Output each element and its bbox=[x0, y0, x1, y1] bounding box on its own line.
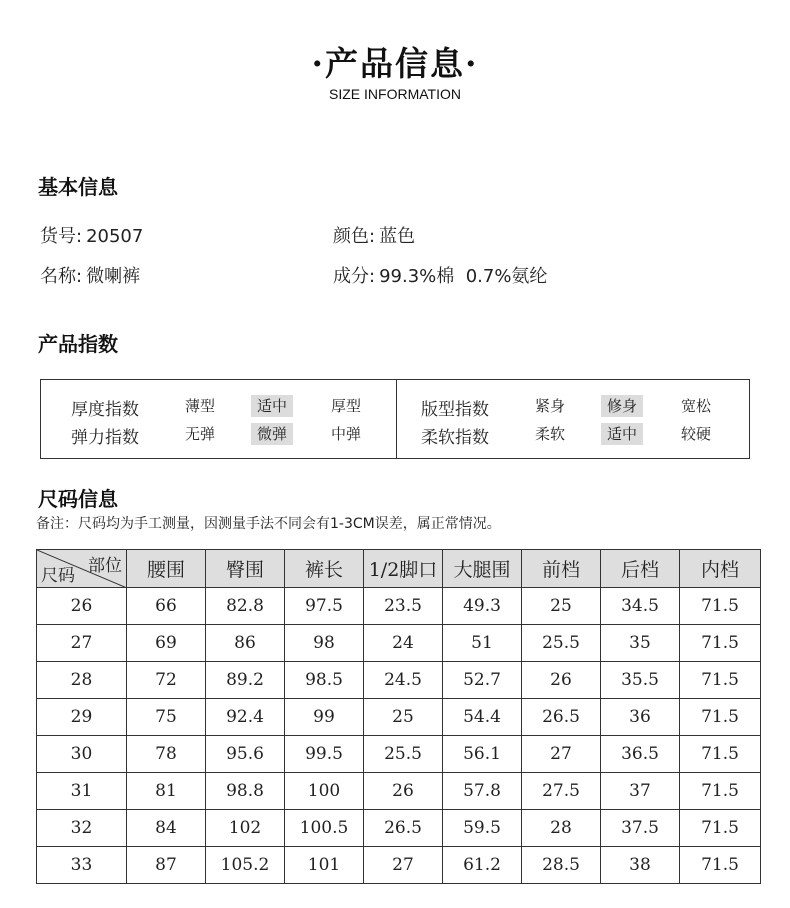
size-table-corner-cell bbox=[37, 550, 127, 588]
info-color bbox=[333, 222, 415, 248]
index-name-softness: 柔软指数 bbox=[421, 428, 489, 448]
measurement-cell: 98.8 bbox=[206, 773, 285, 810]
index-option-thickness-1-selected: 适中 bbox=[251, 395, 293, 417]
index-name-thickness: 厚度指数 bbox=[71, 400, 139, 420]
measurement-cell: 71.5 bbox=[680, 625, 761, 662]
measurement-cell: 27 bbox=[522, 736, 601, 773]
info-composition-label: 成分: bbox=[333, 266, 376, 287]
measurement-cell: 28 bbox=[522, 810, 601, 847]
measurement-cell: 100.5 bbox=[285, 810, 364, 847]
measurement-cell: 23.5 bbox=[364, 588, 443, 625]
column-header: 1/2脚口 bbox=[364, 550, 443, 588]
measurement-cell: 36.5 bbox=[601, 736, 680, 773]
corner-label-part: 部位 bbox=[88, 556, 122, 576]
info-name bbox=[40, 262, 140, 288]
index-option-fit-0: 紧身 bbox=[535, 397, 566, 415]
measurement-cell: 71.5 bbox=[680, 662, 761, 699]
column-header: 裤长 bbox=[285, 550, 364, 588]
measurement-cell: 97.5 bbox=[285, 588, 364, 625]
measurement-cell: 28.5 bbox=[522, 847, 601, 884]
table-row bbox=[37, 847, 761, 884]
measurement-cell: 57.8 bbox=[443, 773, 522, 810]
measurement-cell: 99 bbox=[285, 699, 364, 736]
size-note: 备注：尺码均为手工测量，因测量手法不同会有1-3CM误差，属正常情况。 bbox=[36, 516, 501, 532]
measurement-cell: 75 bbox=[127, 699, 206, 736]
index-option-softness-2: 较硬 bbox=[681, 425, 712, 443]
measurement-cell: 71.5 bbox=[680, 588, 761, 625]
column-header: 后档 bbox=[601, 550, 680, 588]
measurement-cell: 37 bbox=[601, 773, 680, 810]
measurement-cell: 98 bbox=[285, 625, 364, 662]
measurement-cell: 105.2 bbox=[206, 847, 285, 884]
column-header: 臀围 bbox=[206, 550, 285, 588]
info-sku-label: 货号: bbox=[40, 226, 83, 247]
column-header: 腰围 bbox=[127, 550, 206, 588]
measurement-cell: 26.5 bbox=[522, 699, 601, 736]
table-row bbox=[37, 810, 761, 847]
measurement-cell: 71.5 bbox=[680, 699, 761, 736]
table-row bbox=[37, 588, 761, 625]
size-table-header-row bbox=[37, 550, 761, 588]
measurement-cell: 101 bbox=[285, 847, 364, 884]
measurement-cell: 25.5 bbox=[364, 736, 443, 773]
measurement-cell: 24 bbox=[364, 625, 443, 662]
measurement-cell: 71.5 bbox=[680, 773, 761, 810]
measurement-cell: 82.8 bbox=[206, 588, 285, 625]
measurement-cell: 51 bbox=[443, 625, 522, 662]
size-cell: 26 bbox=[37, 588, 127, 625]
measurement-cell: 26.5 bbox=[364, 810, 443, 847]
measurement-cell: 38 bbox=[601, 847, 680, 884]
measurement-cell: 35.5 bbox=[601, 662, 680, 699]
measurement-cell: 25 bbox=[364, 699, 443, 736]
info-color-value: 蓝色 bbox=[379, 226, 416, 247]
size-cell: 27 bbox=[37, 625, 127, 662]
measurement-cell: 61.2 bbox=[443, 847, 522, 884]
measurement-cell: 59.5 bbox=[443, 810, 522, 847]
measurement-cell: 26 bbox=[364, 773, 443, 810]
measurement-cell: 54.4 bbox=[443, 699, 522, 736]
measurement-cell: 34.5 bbox=[601, 588, 680, 625]
measurement-cell: 72 bbox=[127, 662, 206, 699]
info-composition-value: 99.3%棉 0.7%氨纶 bbox=[379, 266, 548, 287]
index-option-thickness-0: 薄型 bbox=[185, 397, 216, 415]
measurement-cell: 102 bbox=[206, 810, 285, 847]
table-row bbox=[37, 662, 761, 699]
index-option-elasticity-0: 无弹 bbox=[185, 425, 216, 443]
index-option-fit-2: 宽松 bbox=[681, 397, 712, 415]
measurement-cell: 92.4 bbox=[206, 699, 285, 736]
measurement-cell: 36 bbox=[601, 699, 680, 736]
size-table bbox=[36, 549, 761, 884]
column-header: 内档 bbox=[680, 550, 761, 588]
index-name-elasticity: 弹力指数 bbox=[71, 428, 139, 448]
measurement-cell: 95.6 bbox=[206, 736, 285, 773]
measurement-cell: 26 bbox=[522, 662, 601, 699]
corner-label-size: 尺码 bbox=[41, 566, 75, 586]
measurement-cell: 27.5 bbox=[522, 773, 601, 810]
section-title-product-index: 产品指数 bbox=[38, 332, 118, 356]
measurement-cell: 87 bbox=[127, 847, 206, 884]
measurement-cell: 35 bbox=[601, 625, 680, 662]
table-row bbox=[37, 625, 761, 662]
size-cell: 32 bbox=[37, 810, 127, 847]
measurement-cell: 37.5 bbox=[601, 810, 680, 847]
column-header: 大腿围 bbox=[443, 550, 522, 588]
measurement-cell: 86 bbox=[206, 625, 285, 662]
measurement-cell: 56.1 bbox=[443, 736, 522, 773]
column-header: 前档 bbox=[522, 550, 601, 588]
index-option-fit-1-selected: 修身 bbox=[601, 395, 643, 417]
info-sku-value: 20507 bbox=[86, 226, 144, 247]
measurement-cell: 49.3 bbox=[443, 588, 522, 625]
size-table-body bbox=[37, 588, 761, 884]
page-subtitle: SIZE INFORMATION bbox=[329, 86, 461, 102]
measurement-cell: 99.5 bbox=[285, 736, 364, 773]
table-row bbox=[37, 699, 761, 736]
info-name-label: 名称: bbox=[40, 266, 83, 287]
index-option-thickness-2: 厚型 bbox=[331, 397, 362, 415]
measurement-cell: 66 bbox=[127, 588, 206, 625]
size-cell: 28 bbox=[37, 662, 127, 699]
measurement-cell: 27 bbox=[364, 847, 443, 884]
size-cell: 29 bbox=[37, 699, 127, 736]
section-title-size-info: 尺码信息 bbox=[38, 487, 118, 511]
index-divider bbox=[396, 380, 397, 458]
measurement-cell: 52.7 bbox=[443, 662, 522, 699]
index-panel bbox=[40, 379, 750, 459]
measurement-cell: 89.2 bbox=[206, 662, 285, 699]
measurement-cell: 98.5 bbox=[285, 662, 364, 699]
info-composition bbox=[333, 262, 547, 288]
table-row bbox=[37, 736, 761, 773]
index-option-elasticity-1-selected: 微弹 bbox=[251, 423, 293, 445]
measurement-cell: 25 bbox=[522, 588, 601, 625]
measurement-cell: 78 bbox=[127, 736, 206, 773]
measurement-cell: 24.5 bbox=[364, 662, 443, 699]
measurement-cell: 25.5 bbox=[522, 625, 601, 662]
table-row bbox=[37, 773, 761, 810]
index-option-softness-1-selected: 适中 bbox=[601, 423, 643, 445]
index-option-softness-0: 柔软 bbox=[535, 425, 566, 443]
section-title-basic-info: 基本信息 bbox=[38, 175, 118, 199]
index-option-elasticity-2: 中弹 bbox=[331, 425, 362, 443]
measurement-cell: 84 bbox=[127, 810, 206, 847]
size-cell: 31 bbox=[37, 773, 127, 810]
measurement-cell: 71.5 bbox=[680, 847, 761, 884]
index-name-fit: 版型指数 bbox=[421, 400, 489, 420]
size-cell: 33 bbox=[37, 847, 127, 884]
info-sku bbox=[40, 222, 143, 248]
info-color-label: 颜色: bbox=[333, 226, 376, 247]
measurement-cell: 69 bbox=[127, 625, 206, 662]
page-title: ·产品信息· bbox=[311, 44, 479, 83]
measurement-cell: 71.5 bbox=[680, 736, 761, 773]
measurement-cell: 100 bbox=[285, 773, 364, 810]
size-cell: 30 bbox=[37, 736, 127, 773]
measurement-cell: 71.5 bbox=[680, 810, 761, 847]
info-name-value: 微喇裤 bbox=[86, 266, 141, 287]
measurement-cell: 81 bbox=[127, 773, 206, 810]
